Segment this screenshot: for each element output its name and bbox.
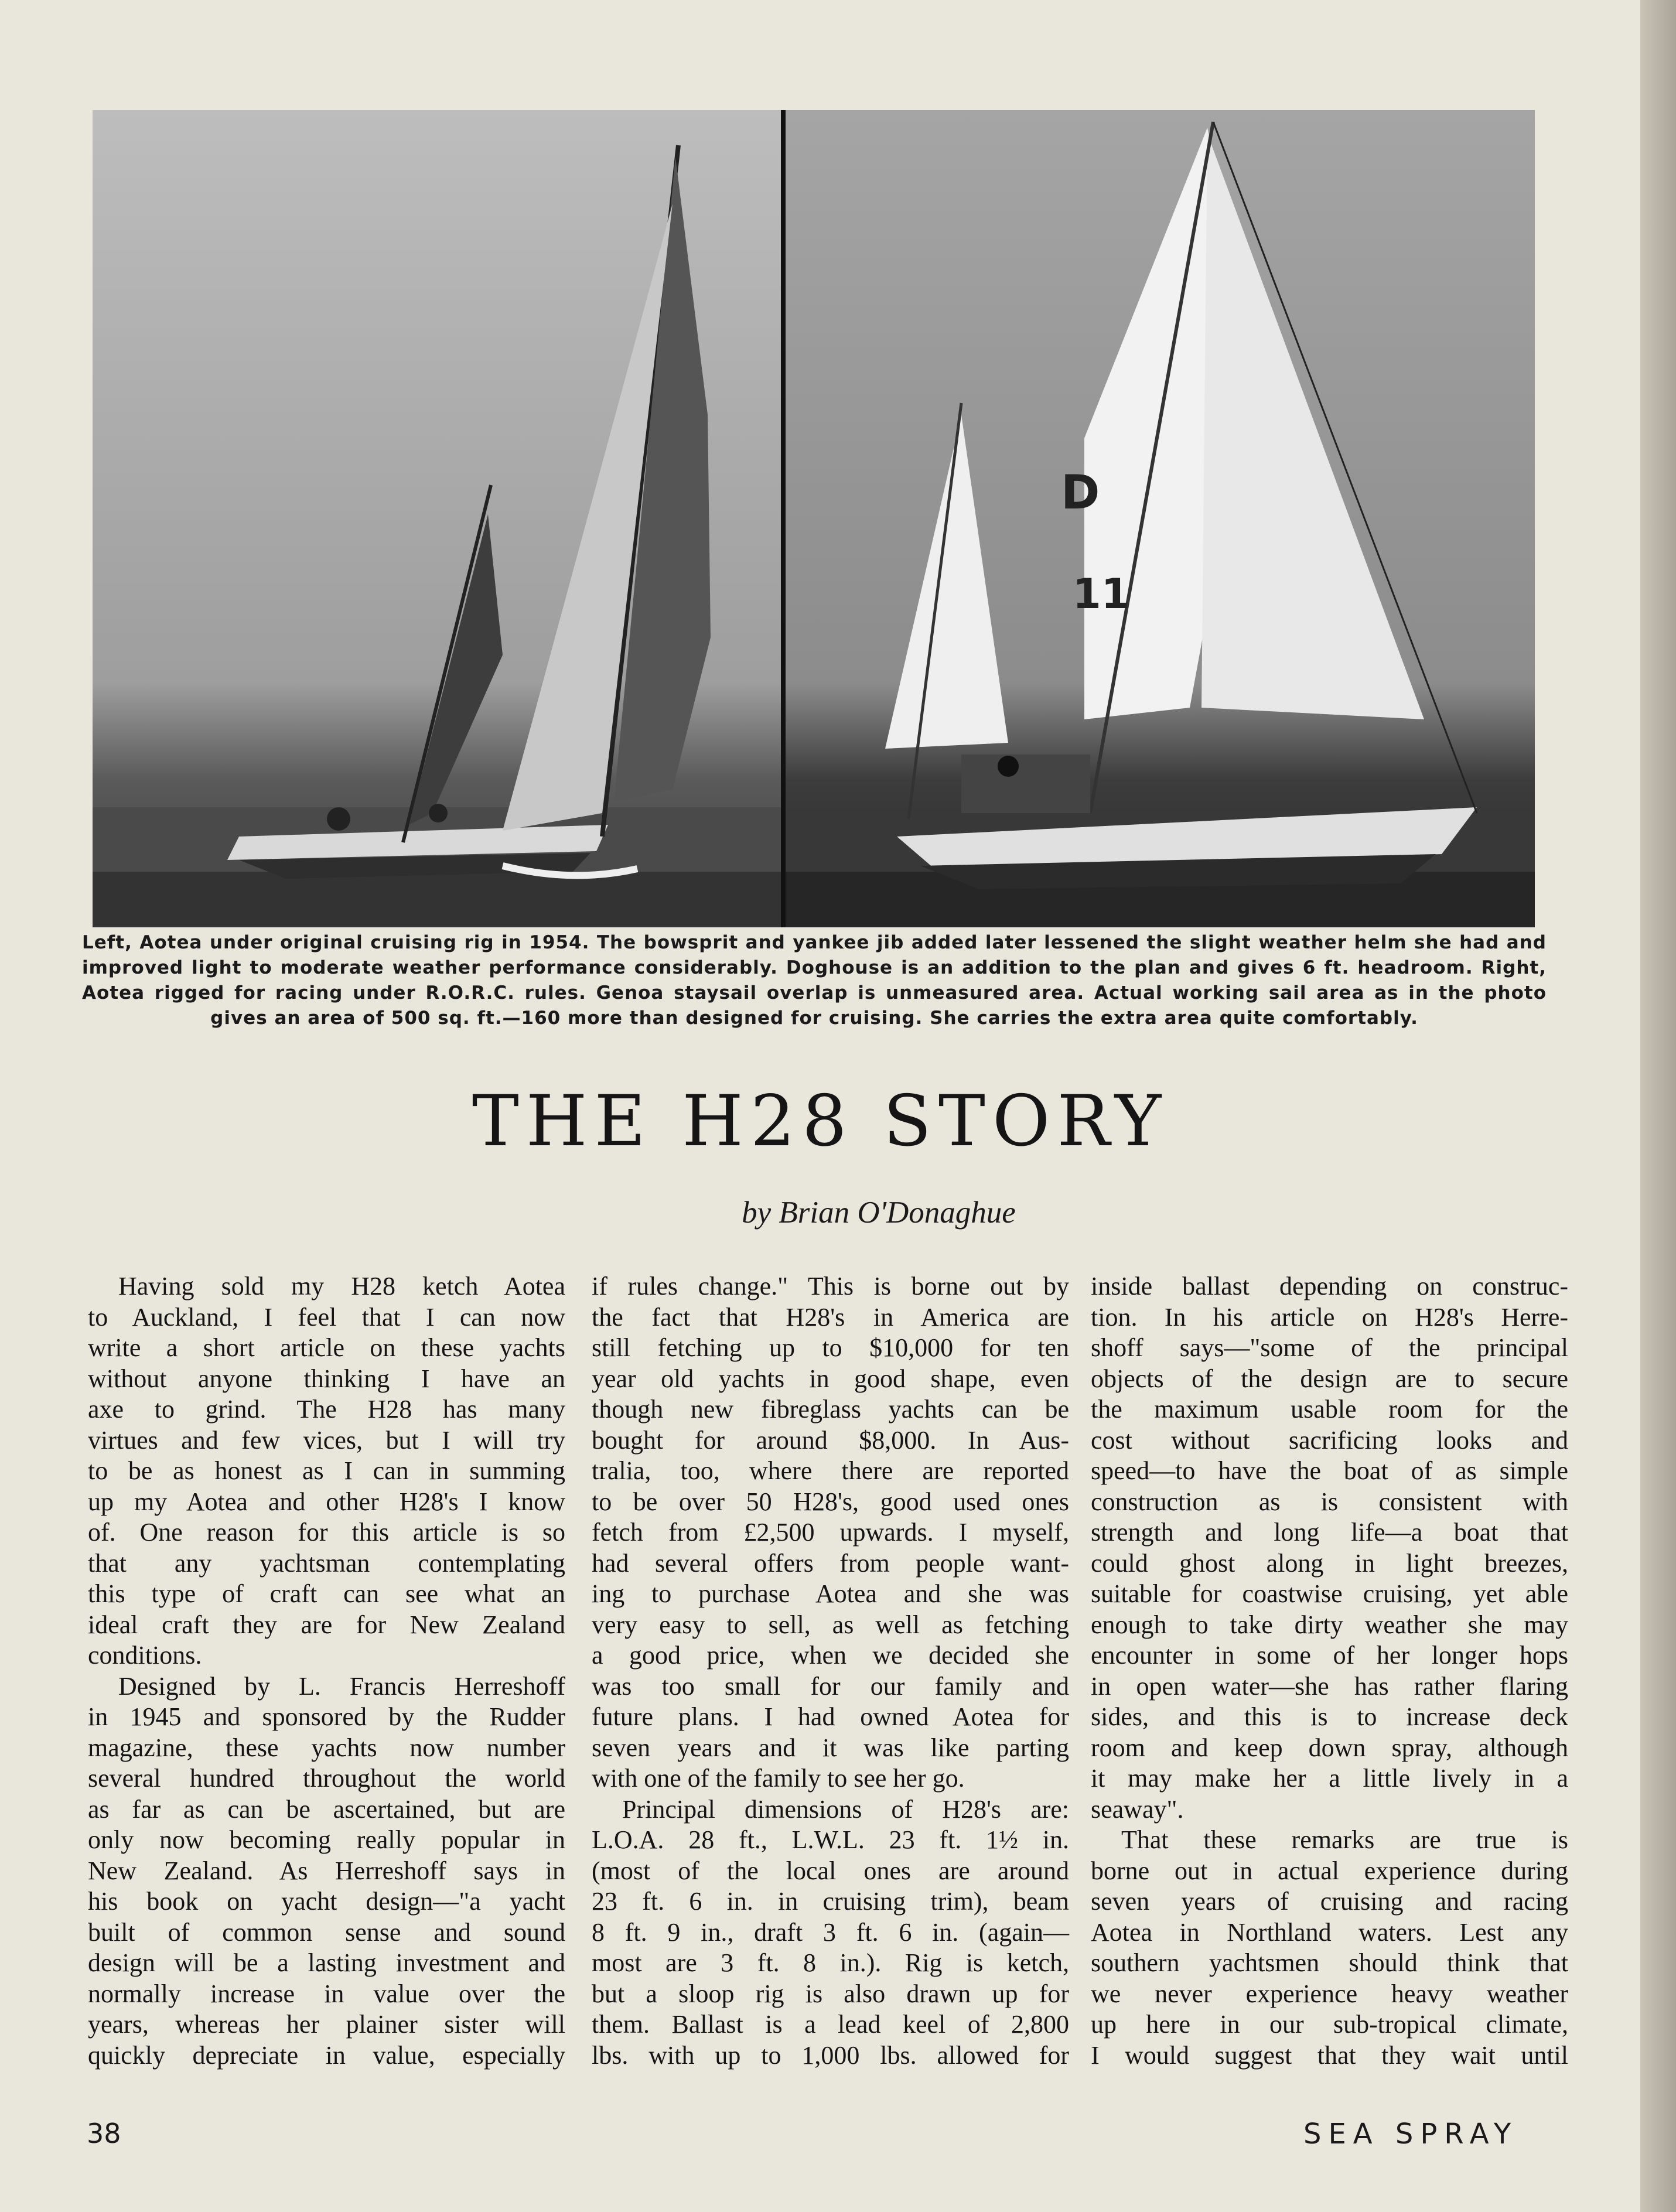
text-line: the fact that H28's in America are xyxy=(592,1302,1069,1332)
text-line: normally increase in value over the xyxy=(88,1979,565,2008)
text-line: borne out in actual experience during xyxy=(1091,1856,1568,1885)
text-line: if rules change." This is borne out by xyxy=(592,1272,1069,1300)
text-line: construction as is consistent with xyxy=(1091,1487,1568,1516)
text-line: very easy to sell, as well as fetching xyxy=(592,1610,1069,1639)
text-line: 8 ft. 9 in., draft 3 ft. 6 in. (again— xyxy=(592,1917,1069,1947)
text-line: bought for around $8,000. In Aus- xyxy=(592,1425,1069,1455)
text-line: sides, and this is to increase deck xyxy=(1091,1702,1568,1731)
text-line: to be over 50 H28's, good used ones xyxy=(592,1487,1069,1516)
text-line: up here in our sub-tropical climate, xyxy=(1091,2010,1568,2039)
text-line: his book on yacht design—"a yacht xyxy=(88,1887,565,1916)
page-number: 38 xyxy=(87,2118,121,2149)
text-line: only now becoming really popular in xyxy=(88,1825,565,1854)
photo-caption: Left, Aotea under original cruising rig in 1954. The bowsprit and yankee jib added later lessened the slight weather helm she had and improved light to moderate weather performance considerably. Doghouse is an addition to the plan and gives 6 ft. headroom. Right, Aotea rigged for racing under R.O.R.C. rules. Genoa staysail overlap is unmeasured area. Actual working sail area as in the photo gives an area of 500 sq. ft.—160 more than designed for cruising. She carries the extra area quite comfortably. xyxy=(82,932,1547,1029)
text-line: quickly depreciate in value, especially xyxy=(88,2040,565,2070)
ketch-cruising-photo xyxy=(93,110,781,927)
text-line: room and keep down spray, although xyxy=(1091,1733,1568,1762)
text-line: though new fibreglass yachts can be xyxy=(592,1395,1069,1424)
text-line: Having sold my H28 ketch Aotea xyxy=(118,1272,565,1300)
text-line: in open water—she has rather flaring xyxy=(1091,1671,1568,1701)
text-line: several hundred throughout the world xyxy=(88,1764,565,1793)
text-line: future plans. I had owned Aotea for xyxy=(592,1702,1069,1731)
text-line: that any yachtsman contemplating xyxy=(88,1548,565,1578)
text-line: Designed by L. Francis Herreshoff xyxy=(118,1671,565,1701)
text-line: years, whereas her plainer sister will xyxy=(88,2010,565,2039)
text-line: but a sloop rig is also drawn up for xyxy=(592,1979,1069,2008)
text-line: still fetching up to $10,000 for ten xyxy=(592,1333,1069,1362)
text-line: design will be a lasting investment and xyxy=(88,1948,565,1977)
text-line: could ghost along in light breezes, xyxy=(1091,1548,1568,1578)
text-line: axe to grind. The H28 has many xyxy=(88,1395,565,1424)
text-line: with one of the family to see her go. xyxy=(592,1764,965,1793)
text-line: had several offers from people want- xyxy=(592,1548,1069,1578)
sail-number: 11 xyxy=(1073,570,1130,618)
text-line: fetch from £2,500 upwards. I myself, xyxy=(592,1518,1069,1547)
text-line: speed—to have the boat of as simple xyxy=(1091,1456,1568,1485)
photo-panel xyxy=(93,110,1535,927)
text-line: Principal dimensions of H28's are: xyxy=(622,1794,1069,1824)
ketch-racing-photo xyxy=(786,110,1535,927)
text-line: them. Ballast is a lead keel of 2,800 xyxy=(592,2010,1069,2039)
article-title: THE H28 STORY xyxy=(472,1081,1169,1162)
text-line: most are 3 ft. 8 in.). Rig is ketch, xyxy=(592,1948,1069,1977)
text-line: was too small for our family and xyxy=(592,1671,1069,1701)
text-line: New Zealand. As Herreshoff says in xyxy=(88,1856,565,1885)
text-line: seaway". xyxy=(1091,1794,1184,1824)
text-line: without anyone thinking I have an xyxy=(88,1364,565,1393)
text-line: 23 ft. 6 in. in cruising trim), beam xyxy=(592,1887,1069,1916)
text-line: to Auckland, I feel that I can now xyxy=(88,1302,565,1332)
text-line: we never experience heavy weather xyxy=(1091,1979,1568,2008)
text-line: conditions. xyxy=(88,1641,202,1670)
text-line: enough to take dirty weather she may xyxy=(1091,1610,1568,1639)
text-column-2 xyxy=(592,1271,1069,2071)
text-line: year old yachts in good shape, even xyxy=(592,1364,1069,1393)
text-line: L.O.A. 28 ft., L.W.L. 23 ft. 1½ in. xyxy=(592,1825,1069,1854)
text-column-3 xyxy=(1091,1271,1568,2071)
text-line: southern yachtsmen should think that xyxy=(1091,1948,1568,1977)
text-line: lbs. with up to 1,000 lbs. allowed for xyxy=(592,2040,1069,2070)
text-line: inside ballast depending on construc- xyxy=(1091,1272,1568,1300)
text-line: to be as honest as I can in summing xyxy=(88,1456,565,1485)
text-line: encounter in some of her longer hops xyxy=(1091,1641,1568,1670)
text-line: tion. In his article on H28's Herre- xyxy=(1091,1302,1568,1332)
text-line: it may make her a little lively in a xyxy=(1091,1764,1568,1793)
article-byline: by Brian O'Donaghue xyxy=(742,1196,1016,1230)
text-column-1 xyxy=(88,1271,565,2071)
magazine-name: SEA SPRAY xyxy=(1303,2118,1518,2150)
text-line: built of common sense and sound xyxy=(88,1917,565,1947)
text-line: Aotea in Northland waters. Lest any xyxy=(1091,1917,1568,1947)
text-line: the maximum usable room for the xyxy=(1091,1395,1568,1424)
text-line: shoff says—"some of the principal xyxy=(1091,1333,1568,1362)
text-line: ideal craft they are for New Zealand xyxy=(88,1610,565,1639)
text-line: as far as can be ascertained, but are xyxy=(88,1794,565,1824)
text-line: up my Aotea and other H28's I know xyxy=(88,1487,565,1516)
text-line: of. One reason for this article is so xyxy=(88,1518,565,1547)
text-line: tralia, too, where there are reported xyxy=(592,1456,1069,1485)
text-line: write a short article on these yachts xyxy=(88,1333,565,1362)
text-line: seven years and it was like parting xyxy=(592,1733,1069,1762)
text-line: cost without sacrificing looks and xyxy=(1091,1425,1568,1455)
page-gutter xyxy=(1640,0,1676,2212)
text-line: (most of the local ones are around xyxy=(592,1856,1069,1885)
text-line: suitable for coastwise cruising, yet able xyxy=(1091,1579,1568,1608)
text-line: in 1945 and sponsored by the Rudder xyxy=(88,1702,565,1731)
text-line: objects of the design are to secure xyxy=(1091,1364,1568,1393)
text-line: magazine, these yachts now number xyxy=(88,1733,565,1762)
text-line: a good price, when we decided she xyxy=(592,1641,1069,1670)
text-line: ing to purchase Aotea and she was xyxy=(592,1579,1069,1608)
text-line: this type of craft can see what an xyxy=(88,1579,565,1608)
text-line: seven years of cruising and racing xyxy=(1091,1887,1568,1916)
text-line: virtues and few vices, but I will try xyxy=(88,1425,565,1455)
text-line: strength and long life—a boat that xyxy=(1091,1518,1568,1547)
text-line: That these remarks are true is xyxy=(1121,1825,1568,1854)
sail-letter: D xyxy=(1061,465,1100,520)
text-line: I would suggest that they wait until xyxy=(1091,2040,1568,2070)
